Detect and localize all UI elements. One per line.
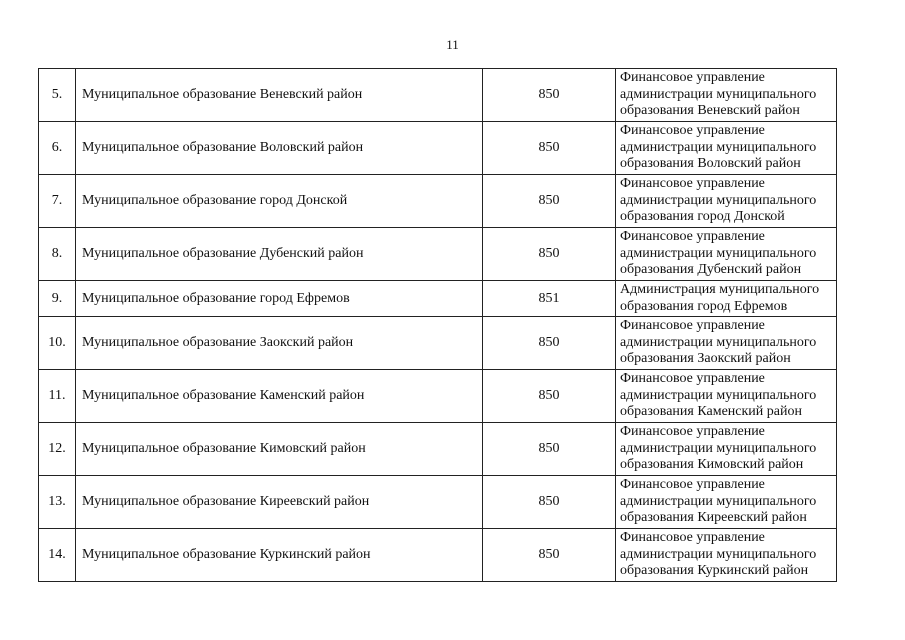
administrator-name — [616, 281, 837, 317]
budget-code: 850 — [483, 476, 616, 529]
municipality-name: Муниципальное образование Кимовский район — [76, 423, 483, 476]
table-row — [39, 423, 837, 476]
table-row — [39, 281, 837, 317]
administrator-line: администрации муниципального — [620, 334, 817, 350]
administrator-line: образования Дубенский район — [620, 262, 802, 278]
row-number: 11. — [39, 370, 76, 423]
budget-code: 851 — [483, 281, 616, 317]
administrator-name — [616, 228, 837, 281]
budget-code: 850 — [483, 69, 616, 122]
administrator-line: Финансовое управление — [620, 176, 765, 192]
municipality-name: Муниципальное образование Киреевский район — [76, 476, 483, 529]
administrator-line: Финансовое управление — [620, 318, 765, 334]
administrator-line: администрации муниципального — [620, 546, 817, 562]
administrator-name — [616, 69, 837, 122]
budget-code: 850 — [483, 529, 616, 582]
table-row — [39, 476, 837, 529]
administrator-line: Администрация муниципального — [620, 282, 820, 297]
administrator-line: администрации муниципального — [620, 440, 817, 456]
municipality-name: Муниципальное образование город Донской — [76, 175, 483, 228]
table-row — [39, 370, 837, 423]
administrator-line: Финансовое управление — [620, 371, 765, 387]
table-row — [39, 69, 837, 122]
budget-code: 850 — [483, 370, 616, 423]
administrator-line: образования город Донской — [620, 209, 785, 225]
row-number: 6. — [39, 122, 76, 175]
administrator-line: администрации муниципального — [620, 493, 817, 509]
administrator-line: Финансовое управление — [620, 229, 765, 245]
municipality-name: Муниципальное образование Веневский район — [76, 69, 483, 122]
budget-code: 850 — [483, 317, 616, 370]
administrator-line: образования Веневский район — [620, 103, 800, 119]
budget-code: 850 — [483, 228, 616, 281]
table-row — [39, 175, 837, 228]
administrator-line: образования Киреевский район — [620, 510, 807, 526]
table-row — [39, 529, 837, 582]
administrator-name — [616, 175, 837, 228]
row-number: 13. — [39, 476, 76, 529]
municipality-name: Муниципальное образование Воловский район — [76, 122, 483, 175]
administrator-line: образования Каменский район — [620, 404, 802, 420]
row-number: 10. — [39, 317, 76, 370]
budget-code: 850 — [483, 175, 616, 228]
administrator-line: администрации муниципального — [620, 192, 817, 208]
administrator-line: администрации муниципального — [620, 387, 817, 403]
row-number: 7. — [39, 175, 76, 228]
table-row — [39, 317, 837, 370]
administrator-line: Финансовое управление — [620, 477, 765, 493]
table-row — [39, 228, 837, 281]
municipality-name: Муниципальное образование Заокский район — [76, 317, 483, 370]
administrator-name — [616, 476, 837, 529]
administrator-name — [616, 317, 837, 370]
row-number: 5. — [39, 69, 76, 122]
administrator-name — [616, 423, 837, 476]
administrator-name — [616, 122, 837, 175]
administrator-name — [616, 370, 837, 423]
administrator-line: образования Воловский район — [620, 156, 801, 172]
municipality-name: Муниципальное образование Каменский район — [76, 370, 483, 423]
administrator-line: администрации муниципального — [620, 86, 817, 102]
administrator-line: образования Кимовский район — [620, 457, 804, 473]
administrator-line: Финансовое управление — [620, 70, 765, 86]
administrator-line: образования Заокский район — [620, 351, 791, 367]
municipality-name: Муниципальное образование Дубенский район — [76, 228, 483, 281]
budget-code: 850 — [483, 423, 616, 476]
administrator-line: Финансовое управление — [620, 123, 765, 139]
table-row — [39, 122, 837, 175]
row-number: 8. — [39, 228, 76, 281]
row-number: 14. — [39, 529, 76, 582]
row-number: 12. — [39, 423, 76, 476]
budget-code: 850 — [483, 122, 616, 175]
row-number: 9. — [39, 281, 76, 317]
administrator-line: образования Куркинский район — [620, 563, 809, 579]
administrator-line: администрации муниципального — [620, 245, 817, 261]
administrator-line: администрации муниципального — [620, 139, 817, 155]
administrator-line: образования город Ефремов — [620, 298, 788, 314]
administrator-line: Финансовое управление — [620, 530, 765, 546]
municipality-name: Муниципальное образование Куркинский район — [76, 529, 483, 582]
administrator-name — [616, 529, 837, 582]
page-number: 11 — [446, 37, 459, 52]
administrator-line: Финансовое управление — [620, 424, 765, 440]
municipality-name: Муниципальное образование город Ефремов — [76, 281, 483, 317]
municipal-table — [38, 68, 837, 582]
